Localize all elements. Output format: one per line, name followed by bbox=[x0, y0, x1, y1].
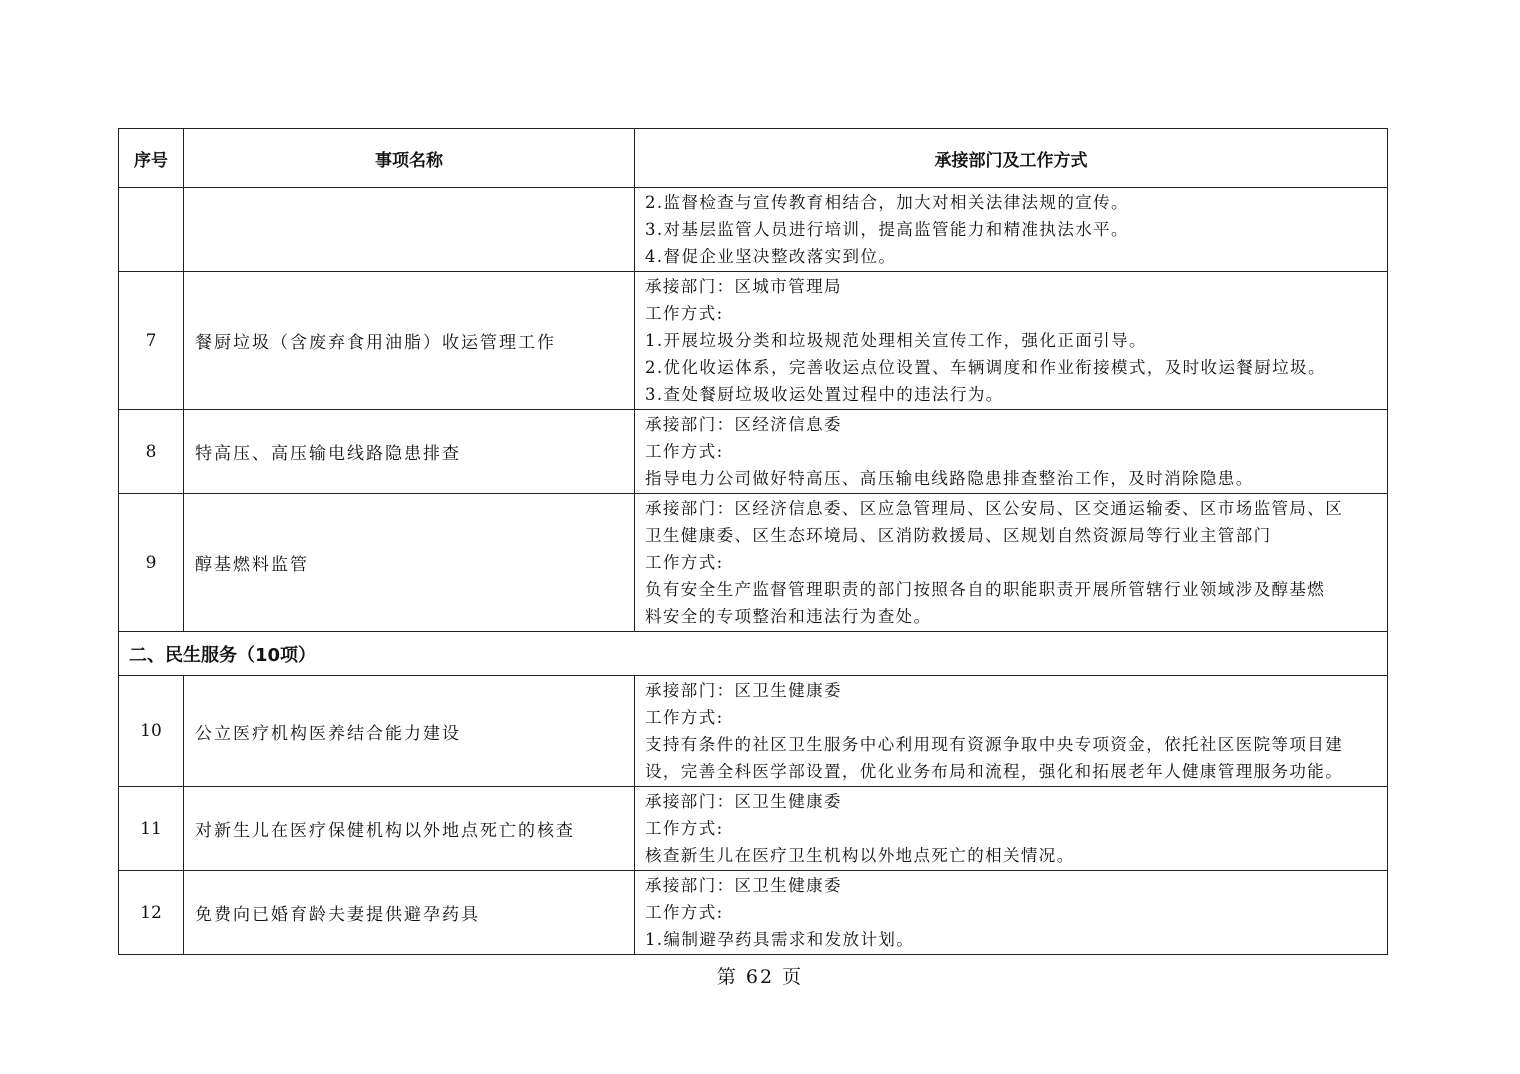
desc-line: 支持有条件的社区卫生服务中心利用现有资源争取中央专项资金，依托社区医院等项目建 bbox=[645, 735, 1344, 754]
row-seq: 7 bbox=[119, 272, 184, 410]
desc-line: 3.对基层监管人员进行培训，提高监管能力和精准执法水平。 bbox=[645, 220, 1129, 239]
desc-line: 工作方式: bbox=[645, 442, 724, 461]
desc-line: 承接部门：区卫生健康委 bbox=[645, 681, 842, 700]
desc-line: 工作方式: bbox=[645, 553, 724, 572]
header-name: 事项名称 bbox=[184, 129, 635, 188]
desc-line: 料安全的专项整治和违法行为查处。 bbox=[645, 607, 932, 626]
table-row bbox=[119, 410, 1388, 494]
desc-line: 指导电力公司做好特高压、高压输电线路隐患排查整治工作，及时消除隐患。 bbox=[645, 469, 1254, 488]
desc-line: 承接部门：区经济信息委 bbox=[645, 415, 842, 434]
row-name: 餐厨垃圾（含废弃食用油脂）收运管理工作 bbox=[184, 272, 635, 410]
row-desc bbox=[635, 494, 1388, 632]
desc-line: 承接部门：区卫生健康委 bbox=[645, 876, 842, 895]
table-row bbox=[119, 272, 1388, 410]
desc-line: 设，完善全科医学部设置，优化业务布局和流程，强化和拓展老年人健康管理服务功能。 bbox=[645, 762, 1344, 781]
table-row bbox=[119, 871, 1388, 955]
items-table bbox=[118, 128, 1388, 955]
desc-line: 2.监督检查与宣传教育相结合，加大对相关法律法规的宣传。 bbox=[645, 193, 1129, 212]
desc-line: 4.督促企业坚决整改落实到位。 bbox=[645, 247, 897, 266]
row-desc bbox=[635, 787, 1388, 871]
table-header-row bbox=[119, 129, 1388, 188]
table-row bbox=[119, 494, 1388, 632]
row-seq: 10 bbox=[119, 676, 184, 787]
row-seq: 8 bbox=[119, 410, 184, 494]
table-row bbox=[119, 787, 1388, 871]
section-row bbox=[119, 632, 1388, 676]
table-row bbox=[119, 676, 1388, 787]
desc-line: 负有安全生产监督管理职责的部门按照各自的职能职责开展所管辖行业领域涉及醇基燃 bbox=[645, 580, 1326, 599]
header-dept: 承接部门及工作方式 bbox=[635, 129, 1388, 188]
table-row bbox=[119, 188, 1388, 272]
row-name: 公立医疗机构医养结合能力建设 bbox=[184, 676, 635, 787]
desc-line: 工作方式: bbox=[645, 903, 724, 922]
row-desc bbox=[635, 410, 1388, 494]
page-number: 第 62 页 bbox=[716, 966, 804, 988]
row-desc bbox=[635, 676, 1388, 787]
desc-line: 1.开展垃圾分类和垃圾规范处理相关宣传工作，强化正面引导。 bbox=[645, 331, 1147, 350]
row-seq bbox=[119, 188, 184, 272]
desc-line: 1.编制避孕药具需求和发放计划。 bbox=[645, 930, 915, 949]
row-name: 醇基燃料监管 bbox=[184, 494, 635, 632]
row-desc bbox=[635, 871, 1388, 955]
row-name bbox=[184, 188, 635, 272]
desc-line: 工作方式: bbox=[645, 819, 724, 838]
header-seq: 序号 bbox=[119, 129, 184, 188]
desc-line: 工作方式: bbox=[645, 304, 724, 323]
row-desc bbox=[635, 188, 1388, 272]
desc-line: 卫生健康委、区生态环境局、区消防救援局、区规划自然资源局等行业主管部门 bbox=[645, 526, 1272, 545]
row-name: 对新生儿在医疗保健机构以外地点死亡的核查 bbox=[184, 787, 635, 871]
row-seq: 12 bbox=[119, 871, 184, 955]
desc-line: 工作方式: bbox=[645, 708, 724, 727]
section-title: 二、民生服务（10项） bbox=[119, 632, 1388, 676]
desc-line: 承接部门：区城市管理局 bbox=[645, 277, 842, 296]
row-seq: 9 bbox=[119, 494, 184, 632]
desc-line: 3.查处餐厨垃圾收运处置过程中的违法行为。 bbox=[645, 385, 1004, 404]
row-name: 免费向已婚育龄夫妻提供避孕药具 bbox=[184, 871, 635, 955]
desc-line: 承接部门：区经济信息委、区应急管理局、区公安局、区交通运输委、区市场监管局、区 bbox=[645, 499, 1344, 518]
row-desc bbox=[635, 272, 1388, 410]
row-name: 特高压、高压输电线路隐患排查 bbox=[184, 410, 635, 494]
desc-line: 2.优化收运体系，完善收运点位设置、车辆调度和作业衔接模式，及时收运餐厨垃圾。 bbox=[645, 358, 1326, 377]
row-seq: 11 bbox=[119, 787, 184, 871]
desc-line: 承接部门：区卫生健康委 bbox=[645, 792, 842, 811]
desc-line: 核查新生儿在医疗卫生机构以外地点死亡的相关情况。 bbox=[645, 846, 1075, 865]
